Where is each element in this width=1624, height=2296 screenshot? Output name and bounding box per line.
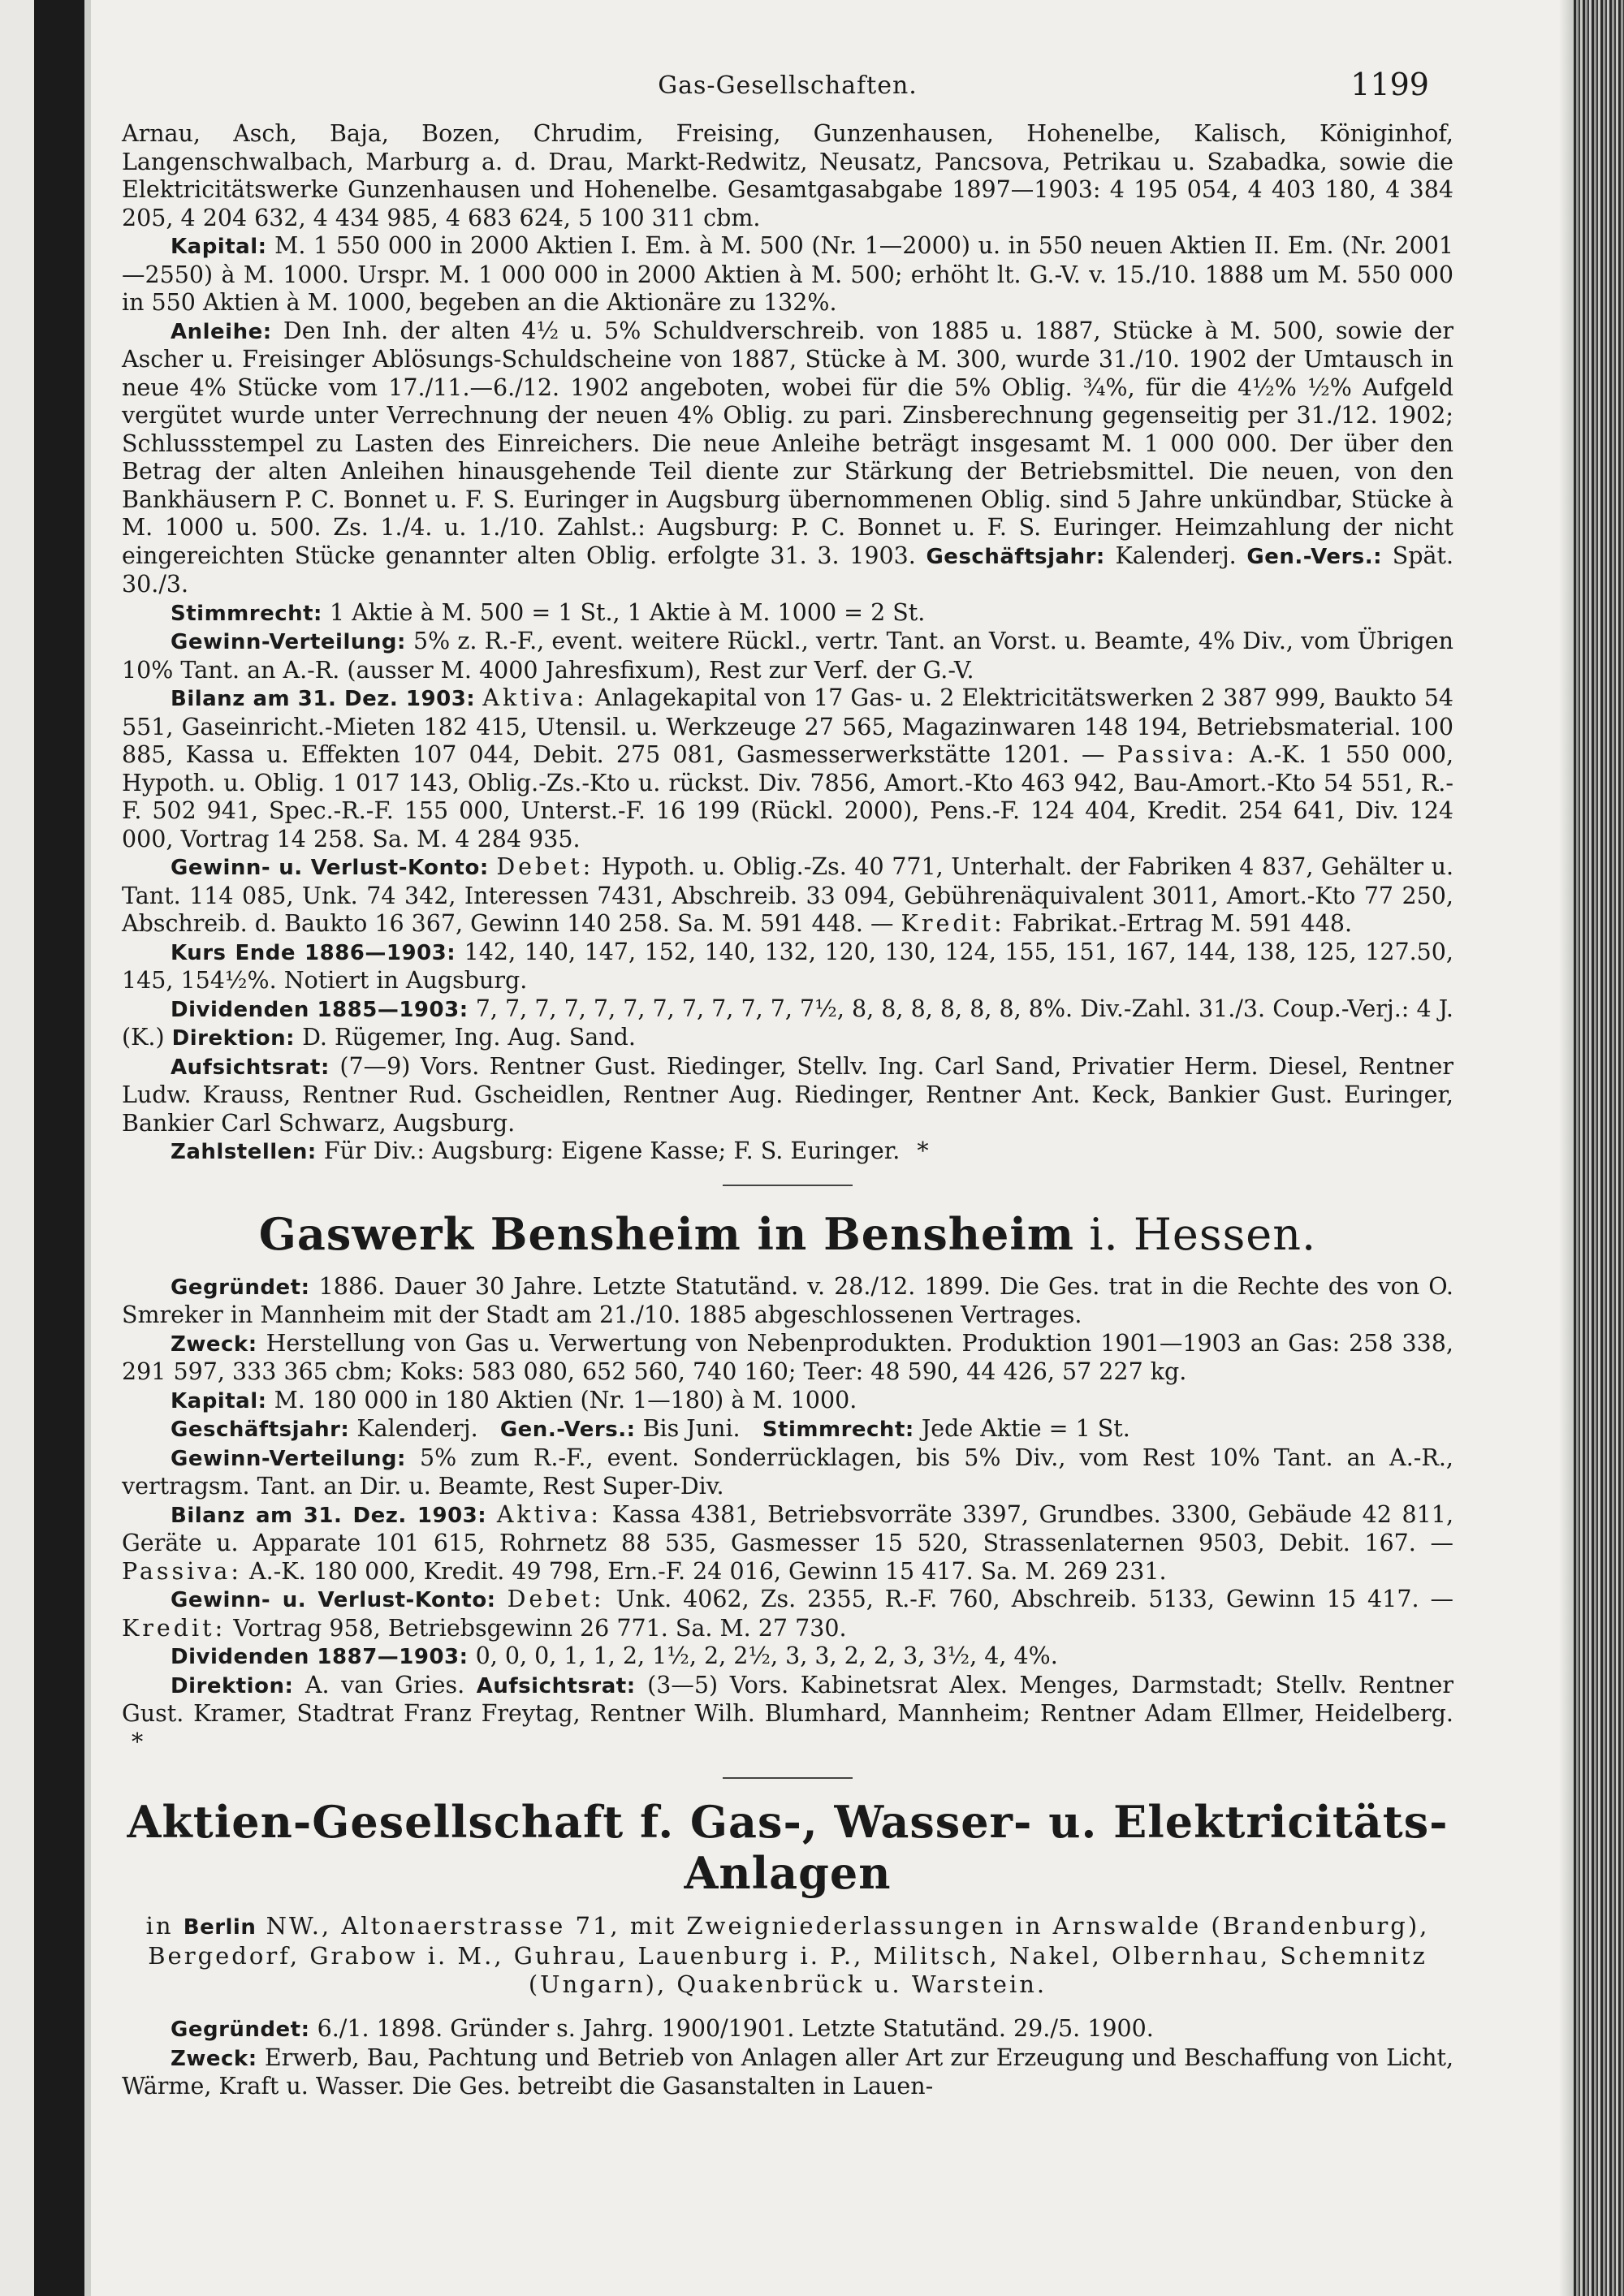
company-heading-bensheim: Gaswerk Bensheim in Bensheim i. Hessen. bbox=[258, 1207, 1317, 1260]
page-content bbox=[122, 67, 1454, 2101]
binding-edge bbox=[34, 0, 84, 2296]
section-divider bbox=[723, 1185, 853, 1186]
gegruendet-paragraph: Gegründet: 1886. Dauer 30 Jahre. Letzte Statutänd. v. 28./12. 1899. Die Ges. trat in die Rechte des von O. Smreker in Mannheim mit der Stadt am 21./10. 1885 abgeschlossenen Vertrages. bbox=[122, 1272, 1453, 1328]
anleihe-paragraph: Anleihe: Den Inh. der alten 4½ u. 5% Schuldverschreib. von 1885 u. 1887, Stücke à M. 500, sowie der Ascher u. Freisinger Ablösungs-Schuldscheine von 1887, Stücke à M. 300, wurde 31./10. 1902 der Umtausch in neue 4% Stücke vom 17./11.—6./12. 1902 angeboten, wobei für die 5% Oblig. ¾%, für die 4½% ½% Aufgeld vergütet wurde unter Verrechnung der neuen 4% Oblig. zu pari. Zinsberechnung gegenseitig per 31./12. 1902; Schlussstempel zu Lasten des Einreichers. Die neue Anleihe beträgt insgesamt M. 1 000 000. Der über den Betrag der alten Anleihen hinausgehende Teil diente zur Stärkung der Betriebsmittel. Die neuen, von den Bankhäusern P. C. Bonnet u. F. S. Euringer in Augsburg übernommenen Oblig. sind 5 Jahre unkündbar, Stücke à M. 1000 u. 500. Zs. 1./4. u. 1./10. Zahlst.: Augsburg: P. C. Bonnet u. F. S. Euringer. Heimzahlung der nicht eingereichten Stücke genannter alten Oblig. erfolgte 31. 3. 1903. Geschäftsjahr: Kalenderj. Gen.-Vers.: Spät. 30./3. bbox=[122, 317, 1454, 598]
zweck-paragraph: Zweck: Herstellung von Gas u. Verwertung von Nebenprodukten. Produktion 1901—1903 an Gas: 258 338, 291 597, 333 365 cbm; Koks: 583 080, 652 560, 740 160; Teer: 48 590, 44 426, 57 227 kg. bbox=[122, 1329, 1453, 1385]
gewinnverteilung-paragraph: Gewinn-Verteilung: 5% z. R.-F., event. weitere Rückl., vertr. Tant. an Vorst. u. Beamte, 4% Div., vom Übrigen 10% Tant. an A.-R. (ausser M. 4000 Jahresfixum), Rest zur Verf. der G.-V. bbox=[122, 628, 1453, 684]
page-left-margin bbox=[0, 0, 34, 2296]
dividenden-paragraph: Dividenden 1885—1903: 7, 7, 7, 7, 7, 7, 7, 7, 7, 7, 7, 7½, 8, 8, 8, 8, 8, 8, 8%. Div.-Zahl. 31./3. Coup.-Verj.: 4 J. (K.) Direktion: D. Rügemer, Ing. Aug. Sand. bbox=[122, 995, 1453, 1051]
zweck-paragraph: Zweck: Erwerb, Bau, Pachtung und Betrieb von Anlagen aller Art zur Erzeugung und Beschaffung von Licht, Wärme, Kraft u. Wasser. Die Ges. betreibt die Gasanstalten in Lauen- bbox=[122, 2044, 1454, 2100]
right-shadow bbox=[1559, 0, 1574, 2296]
kapital-paragraph: Kapital: M. 1 550 000 in 2000 Aktien I. Em. à M. 500 (Nr. 1—2000) u. in 550 neuen Aktien II. Em. (Nr. 2001—2550) à M. 1000. Urspr. M. 1 000 000 in 2000 Aktien à M. 500; erhöht lt. G.-V. v. 15./10. 1888 um M. 550 000 in 550 Aktien à M. 1000, begeben an die Aktionäre zu 132%. bbox=[122, 232, 1453, 316]
running-head bbox=[122, 67, 1453, 120]
kurs-paragraph: Kurs Ende 1886—1903: 142, 140, 147, 152, 140, 132, 120, 130, 124, 155, 151, 167, 144, 138, 125, 127.50, 145, 154½%. Notiert in Augsburg. bbox=[122, 938, 1453, 994]
gegruendet-paragraph: Gegründet: 6./1. 1898. Gründer s. Jahrg. 1900/1901. Letzte Statutänd. 29./5. 1900. bbox=[171, 2015, 1154, 2042]
entry-continued bbox=[122, 120, 1453, 1167]
page-stack-edge bbox=[1574, 0, 1624, 2296]
aufsichtsrat-paragraph: Aufsichtsrat: (7—9) Vors. Rentner Gust. Riedinger, Stellv. Ing. Carl Sand, Privatier Herm. Diesel, Rentner Ludw. Krauss, Rentner Rud. Gscheidlen, Rentner Aug. Riedinger, Rentner Ant. Keck, Bankier Gust. Euringer, Bankier Carl Schwarz, Augsburg. bbox=[122, 1052, 1453, 1137]
binding-shadow bbox=[84, 0, 91, 2296]
entry-ag-gas-wasser bbox=[122, 2015, 1453, 2101]
company-address: in Berlin NW., Altonaerstrasse 71, mit Zweigniederlassungen in Arnswalde (Brandenburg), Bergedorf, Grabow i. M., Guhrau, Lauenburg i. P., Militsch, Nakel, Olbernhau, Schemnitz (Ungarn), Quakenbrück u. Warstein. bbox=[145, 1912, 1430, 1998]
kapital-paragraph: Kapital: M. 180 000 in 180 Aktien (Nr. 1—180) à M. 1000. bbox=[171, 1386, 857, 1413]
direktion-paragraph: Direktion: A. van Gries. Aufsichtsrat: (3—5) Vors. Kabinetsrat Alex. Menges, Darmstadt; Stellv. Rentner Gust. Kramer, Stadtrat Franz Freytag, Rentner Wilh. Blumhard, Mannheim; Rentner Adam Ellmer, Heidelberg. * bbox=[122, 1671, 1454, 1755]
zahlstellen-paragraph: Zahlstellen: Für Div.: Augsburg: Eigene Kasse; F. S. Euringer. * bbox=[171, 1137, 929, 1164]
guv-paragraph: Gewinn- u. Verlust-Konto: Debet: Unk. 4062, Zs. 2355, R.-F. 760, Abschreib. 5133, Gewinn 15 417. — Kredit: Vortrag 958, Betriebsgewinn 26 771. Sa. M. 27 730. bbox=[122, 1586, 1453, 1642]
intro-paragraph: Arnau, Asch, Baja, Bozen, Chrudim, Freising, Gunzenhausen, Hohenelbe, Kalisch, Königinhof, Langenschwalbach, Marburg a. d. Drau, Markt-Redwitz, Neusatz, Pancsova, Petrikau u. Szabadka, sowie die Elektricitätswerke Gunzenhausen und Hohenelbe. Gesamtgasabgabe 1897—1903: 4 195 054, 4 403 180, 4 384 205, 4 204 632, 4 434 985, 4 683 624, 5 100 311 cbm. bbox=[122, 120, 1453, 231]
section-divider bbox=[723, 1777, 853, 1779]
bilanz-paragraph: Bilanz am 31. Dez. 1903: Aktiva: Kassa 4381, Betriebsvorräte 3397, Grundbes. 3300, Gebäude 42 811, Geräte u. Apparate 101 615, Rohrnetz 88 535, Gasmesser 15 520, Strassenlaternen 9503, Debit. 167. — Passiva: A.-K. 180 000, Kredit. 49 798, Ern.-F. 24 016, Gewinn 15 417. Sa. M. 269 231. bbox=[122, 1500, 1454, 1585]
guv-paragraph: Gewinn- u. Verlust-Konto: Debet: Hypoth. u. Oblig.-Zs. 40 771, Unterhalt. der Fabriken 4 837, Gehälter u. Tant. 114 085, Unk. 74 342, Interessen 7431, Abschreib. 33 094, Gebührenäquivalent 3011, Amort.-Kto 77 250, Abschreib. d. Baukto 16 367, Gewinn 140 258. Sa. M. 591 448. — Kredit: Fabrikat.-Ertrag M. 591 448. bbox=[122, 853, 1454, 937]
entry-bensheim bbox=[122, 1273, 1453, 1757]
bilanz-paragraph: Bilanz am 31. Dez. 1903: Aktiva: Anlagekapital von 17 Gas- u. 2 Elektricitätswerken 2 387 999, Baukto 54 551, Gaseinricht.-Mieten 182 415, Utensil. u. Werkzeuge 27 565, Magazinwaren 148 194, Betriebsmaterial. 100 885, Kassa u. Effekten 107 044, Debit. 275 081, Gasmesserwerkstätte 1201. — Passiva: A.-K. 1 550 000, Hypoth. u. Oblig. 1 017 143, Oblig.-Zs.-Kto u. rückst. Div. 7856, Amort.-Kto 463 942, Bau-Amort.-Kto 54 551, R.-F. 502 941, Spec.-R.-F. 155 000, Unterst.-F. 16 199 (Rückl. 2000), Pens.-F. 124 404, Kredit. 254 641, Div. 124 000, Vortrag 14 258. Sa. M. 4 284 935. bbox=[122, 684, 1454, 852]
geschaeftsjahr-paragraph: Geschäftsjahr: Kalenderj. Gen.-Vers.: Bis Juni. Stimmrecht: Jede Aktie = 1 St. bbox=[171, 1415, 1130, 1442]
page-number: 1199 bbox=[1350, 67, 1429, 102]
company-heading-ag-gas-wasser: Aktien-Gesellschaft f. Gas-, Wasser- u. Elektricitäts-Anlagen bbox=[127, 1796, 1449, 1899]
stimmrecht-paragraph: Stimmrecht: 1 Aktie à M. 500 = 1 St., 1 Aktie à M. 1000 = 2 St. bbox=[171, 598, 926, 626]
running-head-title: Gas-Gesellschaften. bbox=[658, 71, 918, 100]
gewinnverteilung-paragraph: Gewinn-Verteilung: 5% zum R.-F., event. Sonderrücklagen, bis 5% Div., vom Rest 10% Tant. an A.-R., vertragsm. Tant. an Dir. u. Beamte, Rest Super-Div. bbox=[122, 1444, 1453, 1500]
dividenden-paragraph: Dividenden 1887—1903: 0, 0, 0, 1, 1, 2, 1½, 2, 2½, 3, 3, 2, 2, 3, 3½, 4, 4%. bbox=[171, 1642, 1058, 1669]
